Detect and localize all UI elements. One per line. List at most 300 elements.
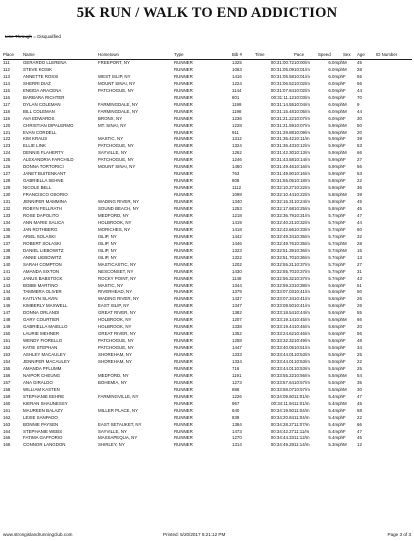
cell-pace: 11:01/m [294,393,310,399]
cell-sex: F [343,233,346,239]
cell-bib: 1253 [232,206,242,212]
cell-place: 130 [3,192,11,198]
cell-sex: F [343,115,346,121]
cell-time: 00:33:57.64 [270,379,294,385]
cell-type: RUNNER [174,275,193,281]
table-row [3,178,412,185]
cell-hometown: ISLIP, NY [98,233,117,239]
cell-age: 45 [357,435,362,441]
cell-name: GARY COURTIER [23,317,60,323]
cell-sex: F [343,136,346,142]
table-row [3,352,412,359]
cell-time: 00:31:21.22 [270,115,294,121]
cell-age: 31 [357,268,362,274]
cell-sex: M [343,192,347,198]
cell-hometown [98,185,174,192]
table-row [3,227,412,234]
cell-time: 00:33:58.07 [270,386,294,392]
table-row [3,241,412,248]
cell-time: 00:32:55.21 [270,261,294,267]
cell-pace: 10:13/m [294,150,310,156]
cell-place: 154 [3,358,11,364]
cell-name: WILLIAM KASTEN [23,386,60,392]
cell-hometown: HOLBROOK, NY [98,324,132,330]
cell-hometown [98,67,174,74]
cell-bib: 1352 [232,331,242,337]
cell-bib: 1460 [232,164,242,170]
cell-hometown: BOHEMIA, NY [98,379,127,385]
cell-bib: 1382 [232,310,242,316]
cell-time: 00:32:56.32 [270,275,294,281]
table-row [3,109,412,116]
cell-bib: 886 [232,386,240,392]
cell-speed: 5.7mph [328,254,343,260]
cell-hometown: MILLER PLACE, NY [98,407,139,413]
cell-time: 00:33:24.62 [270,331,294,337]
table-row [3,442,412,449]
table-row [3,213,412,220]
cell-place: 158 [3,386,11,392]
cell-hometown: HOLBROOK, NY [98,219,132,225]
cell-bib: 1148 [232,275,242,281]
cell-id-number [376,331,412,338]
cell-age: 55 [357,310,362,316]
cell-bib: 801 [232,94,240,100]
cell-bib: 1112 [232,185,242,191]
cell-age: 45 [357,199,362,205]
cell-name: WENDY FIORELLO [23,338,63,344]
cell-time: 00:34:20.84 [270,414,294,420]
cell-name: FATIMA GAFFORIO [23,435,63,441]
cell-age: 9 [357,101,360,107]
cell-time: 00:31:11.12 [271,94,294,100]
cell-speed: 5.5mph [328,365,343,371]
cell-pace: 10:18/m [294,178,310,184]
cell-pace: 10:32/m [294,219,310,225]
cell-pace: 10:41/m [294,296,310,302]
cell-sex: M [343,386,347,392]
cell-type: RUNNER [174,150,193,156]
table-row [3,387,412,394]
cell-name: DANIEL LIEBOWITZ [23,247,64,253]
cell-speed: 5.7mph [328,247,343,253]
cell-type: RUNNER [174,296,193,302]
cell-hometown: GREAT RIVER, NY [98,331,136,337]
cell-bib: 1333 [232,352,242,358]
cell-age: 53 [357,171,362,177]
legend-strike-sample: Line Through [5,34,32,39]
cell-id-number [376,345,412,352]
cell-place: 165 [3,435,11,441]
cell-type: RUNNER [174,206,193,212]
cell-type: RUNNER [174,66,193,72]
cell-sex: F [343,212,346,218]
cell-id-number [376,60,412,67]
cell-age: 48 [357,338,362,344]
cell-pace: 11:01/m [294,400,310,406]
page-footer [3,532,411,539]
cell-hometown [98,415,174,422]
cell-type: RUNNER [174,171,193,177]
cell-speed: 5.3mph [328,442,343,448]
cell-place: 126 [3,164,11,170]
cell-id-number [376,234,412,241]
cell-type: RUNNER [174,73,193,79]
cell-pace: 11:12/m [294,435,310,441]
cell-id-number [376,401,412,408]
cell-time: 00:32:10.44 [270,192,294,198]
cell-speed: 6.0mph [328,101,343,107]
cell-name: DENNIS FLAHERTY [23,150,64,156]
cell-type: RUNNER [174,87,193,93]
cell-place: 132 [3,206,11,212]
cell-sex: M [343,240,347,246]
cell-time: 00:31:36.43 [270,143,294,149]
cell-age: 50 [357,289,362,295]
cell-id-number [376,415,412,422]
cell-pace: 10:16/m [294,171,310,177]
table-row [3,74,412,81]
table-row [3,303,412,310]
cell-type: RUNNER [174,199,193,205]
cell-pace: 10:44/m [294,310,310,316]
cell-sex: F [343,296,346,302]
cell-id-number [376,394,412,401]
cell-type: RUNNER [174,372,193,378]
cell-type: RUNNER [174,282,193,288]
cell-place: 142 [3,275,11,281]
cell-bib: 1270 [232,435,242,441]
cell-pace: 10:35/m [294,233,310,239]
table-row [3,150,412,157]
cell-id-number [376,338,412,345]
cell-pace: 10:02/m [294,87,310,93]
cell-bib: 1246 [232,157,242,163]
cell-hometown [98,366,174,373]
cell-hometown: MASSAPEQUA, NY [98,435,138,441]
cell-name: JANET BUITENKANT [23,171,66,177]
cell-type: RUNNER [174,358,193,364]
cell-pace: 10:41/m [294,289,310,295]
cell-id-number [376,74,412,81]
cell-hometown: PATCHOGUE, NY [98,157,134,163]
cell-type: RUNNER [174,365,193,371]
cell-id-number [376,255,412,262]
cell-pace: 10:51/m [294,345,310,351]
table-row [3,220,412,227]
cell-id-number [376,171,412,178]
cell-time: 00:31:35.42 [270,136,294,142]
table-row [3,283,412,290]
table-row [3,422,412,429]
cell-place: 135 [3,226,11,232]
cell-age: 43 [357,275,362,281]
cell-sex: F [343,226,346,232]
cell-name: ROBERT SOLASKI [23,240,62,246]
cell-pace: 10:46/m [294,331,310,337]
table-row [3,234,412,241]
cell-time: 00:31:05.09 [270,66,294,72]
cell-time: 00:32:49.34 [270,233,294,239]
cell-hometown: PATCHOGUE, NY [98,143,134,149]
cell-pace: 10:00/m [294,60,310,65]
cell-place: 151 [3,338,11,344]
cell-place: 134 [3,219,11,225]
cell-time: 00:31:43.58 [270,157,294,163]
cell-sex: F [343,414,346,420]
cell-pace: 10:57/m [294,386,310,392]
cell-speed: 5.6mph [328,324,343,330]
cell-age: 30 [357,386,362,392]
cell-pace: 10:36/m [294,247,310,253]
table-row [3,67,412,74]
cell-id-number [376,178,412,185]
table-row [3,123,412,130]
cell-place: 162 [3,414,11,420]
cell-place: 146 [3,303,11,309]
cell-age: 70 [357,94,362,100]
cell-bib: 808 [232,178,240,184]
cell-sex: F [343,73,346,79]
cell-hometown: PATCHOGUE, NY [98,338,134,344]
cell-speed: 5.7mph [328,219,343,225]
cell-place: 166 [3,442,11,448]
cell-type: RUNNER [174,185,193,191]
cell-sex: M [343,442,347,448]
cell-hometown: MORICHES, NY [98,226,131,232]
cell-hometown: BRONX, NY [98,115,123,121]
table-row [3,185,412,192]
cell-sex: F [343,157,346,163]
cell-time: 00:31:06.52 [270,80,294,86]
cell-id-number [376,289,412,296]
cell-age: 45 [357,206,362,212]
cell-sex: F [343,185,346,191]
cell-time: 00:34:19.50 [270,407,294,413]
cell-pace: 11:04/m [294,407,310,413]
cell-time: 00:32:10.27 [270,185,294,191]
cell-age: 55 [357,73,362,79]
cell-place: 114 [3,80,10,86]
cell-pace: 10:56/m [294,372,310,378]
cell-speed: 5.5mph [328,352,343,358]
cell-id-number [376,220,412,227]
cell-bib: 1323 [232,247,242,253]
cell-name: KIMBERLY MAXWELL [23,303,68,309]
cell-name: SHERRI DIAZ [23,80,51,86]
cell-bib: 1416 [232,73,242,79]
cell-sex: F [343,254,346,260]
cell-sex: F [343,345,346,351]
cell-name: DONNA ORLANDI [23,310,60,316]
disqualified-legend [5,34,61,39]
cell-place: 133 [3,212,11,218]
cell-pace: 10:07/m [294,122,310,128]
cell-place: 156 [3,372,11,378]
cell-time: 00:34:09.60 [270,393,294,399]
cell-name: AMANDA SIXTON [23,268,60,274]
cell-bib: 1322 [232,254,242,260]
cell-speed: 5.7mph [328,268,343,274]
cell-type: RUNNER [174,414,193,420]
cell-bib: 716 [232,365,240,371]
cell-sex: M [343,101,347,107]
cell-place: 112 [3,66,10,72]
cell-pace: 10:57/m [294,379,310,385]
cell-pace: 10:35/m [294,240,310,246]
cell-type: RUNNER [174,136,193,142]
cell-sex: F [343,331,346,337]
cell-sex: F [343,87,346,93]
cell-id-number [376,262,412,269]
cell-place: 138 [3,247,11,253]
cell-id-number [376,164,412,171]
cell-age: 60 [357,226,362,232]
cell-time: 00:31:55.05 [270,178,294,184]
table-row [3,116,412,123]
cell-hometown: WADING RIVER, NY [98,296,140,302]
cell-sex: M [343,122,347,128]
table-row [3,136,412,143]
cell-time: 00:33:19.44 [270,324,294,330]
cell-type: RUNNER [174,226,193,232]
table-row [3,331,412,338]
cell-name: NAIPOR CHEUNG [23,372,61,378]
cell-place: 157 [3,379,11,385]
cell-sex: M [343,108,347,114]
cell-type: RUNNER [174,379,193,385]
cell-hometown: MEDFORD, NY [98,212,129,218]
cell-place: 136 [3,233,11,239]
cell-sex: F [343,164,346,170]
cell-age: 39 [357,192,362,198]
cell-sex: M [343,129,347,135]
cell-pace: 10:53/m [294,352,310,358]
col-header-type: Type [174,52,232,60]
cell-hometown: ROCKY POINT, NY [98,275,137,281]
cell-type: RUNNER [174,108,193,114]
cell-hometown: SHOREHAM, NY [98,358,132,364]
cell-pace: 10:37/m [294,268,310,274]
table-row [3,164,412,171]
cell-sex: M [343,150,347,156]
legend-text: = Disqualified [32,34,61,39]
col-header-sex: Sex [343,52,357,60]
cell-hometown: GREAT RIVER, NY [98,310,136,316]
cell-name: STEPHANIE WEBS [23,428,63,434]
table-row [3,408,412,415]
cell-bib: 763 [232,171,240,177]
cell-time: 00:33:44.01 [270,358,294,364]
cell-pace: 10:37/m [294,275,310,281]
cell-time: 00:33:07.34 [270,296,294,302]
cell-speed: 5.4mph [328,414,343,420]
cell-type: RUNNER [174,254,193,260]
cell-bib: 1207 [232,317,242,323]
cell-sex: F [343,282,346,288]
table-row [3,81,412,88]
table-header-row [3,52,412,60]
cell-time: 00:32:36.79 [270,212,294,218]
cell-bib: 1258 [232,338,242,344]
cell-speed: 5.6mph [328,338,343,344]
cell-age: 26 [357,296,362,302]
cell-name: AMANDA PFLUMM [23,365,62,371]
cell-age: 22 [357,414,362,420]
cell-sex: F [343,379,346,385]
table-row [3,255,412,262]
cell-sex: F [343,268,346,274]
cell-place: 155 [3,365,11,371]
cell-place: 147 [3,310,11,316]
cell-id-number [376,359,412,366]
cell-place: 113 [3,73,10,79]
cell-sex: F [343,435,346,441]
cell-bib: 1312 [232,136,242,142]
cell-name: ROBYN FELLRATH [23,206,62,212]
cell-sex: F [343,338,346,344]
cell-sex: M [343,372,347,378]
cell-place: 131 [3,199,11,205]
cell-place: 124 [3,150,11,156]
table-row [3,60,412,67]
cell-age: 56 [357,80,362,86]
table-row [3,296,412,303]
cell-hometown: FARMINGDALE, NY [98,101,139,107]
cell-speed: 5.4mph [328,393,343,399]
cell-time: 00:31:49.90 [270,171,294,177]
cell-place: 164 [3,428,11,434]
cell-time: 00:31:00.72 [270,60,294,65]
cell-bib: 1442 [232,233,242,239]
cell-time: 00:31:14.55 [270,101,294,107]
cell-type: RUNNER [174,261,193,267]
cell-place: 115 [3,87,10,93]
cell-age: 26 [357,303,362,309]
cell-name: GABRIELLA MAIELLO [23,324,68,330]
cell-time: 00:31:29.88 [270,129,294,135]
cell-bib: 1236 [232,115,242,121]
cell-bib: 1384 [232,421,242,427]
cell-id-number [376,88,412,95]
cell-place: 141 [3,268,11,274]
cell-age: 22 [357,358,362,364]
cell-id-number [376,408,412,415]
cell-speed: 5.9mph [328,150,343,156]
cell-pace: 10:16/m [294,164,310,170]
cell-pace: 10:53/m [294,365,310,371]
cell-pace: 10:03/m [294,94,310,100]
cell-id-number [376,123,412,130]
cell-id-number [376,102,412,109]
cell-id-number [376,157,412,164]
cell-pace: 10:53/m [294,358,310,364]
cell-time: 00:32:51.39 [270,247,294,253]
cell-place: 152 [3,345,11,351]
table-row [3,199,412,206]
cell-hometown: SAYVILLE, NY [98,150,127,156]
cell-name: JENNIFER MACAULEY [23,358,70,364]
cell-name: BOBBI MARTINO [23,282,58,288]
cell-type: RUNNER [174,157,193,163]
cell-type: RUNNER [174,247,193,253]
results-table [3,52,412,449]
cell-speed: 5.5mph [328,379,343,385]
cell-bib: 1144 [232,87,242,93]
cell-age: 20 [357,129,362,135]
cell-bib: 1324 [232,143,242,149]
table-row [3,429,412,436]
